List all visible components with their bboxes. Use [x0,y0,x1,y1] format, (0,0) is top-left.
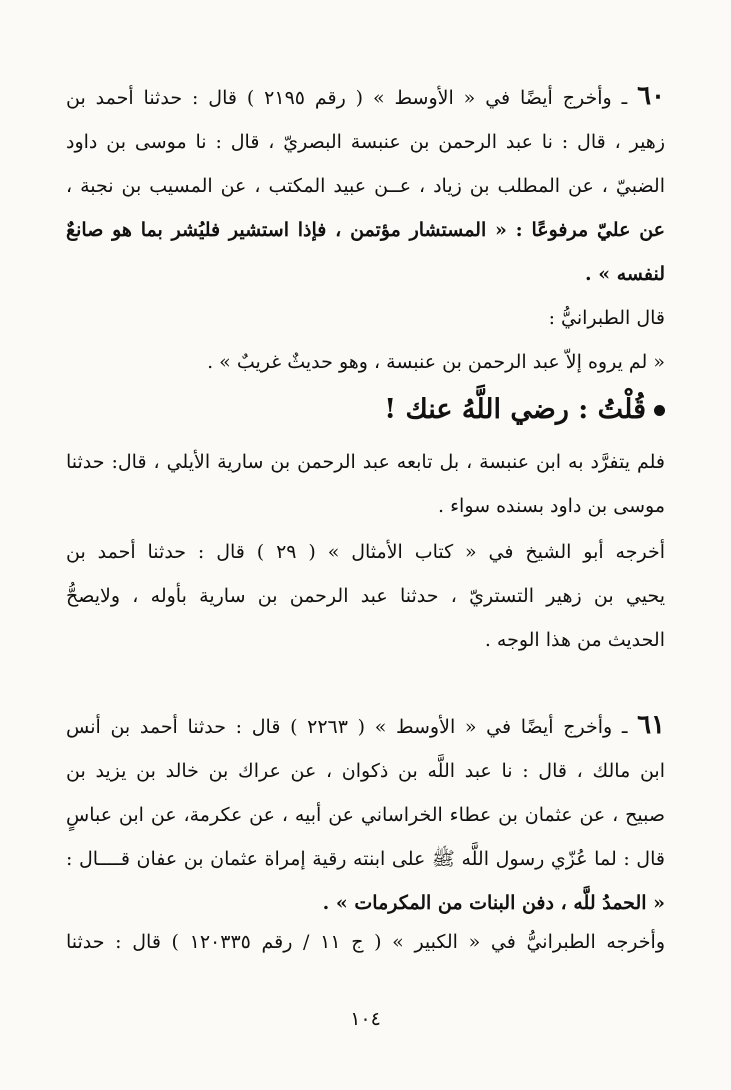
comment-2-line-2: يحيي بن زهير التستريّ ، حدثنا عبد الرحمن بن سارية بأوله ، ولايصحُّ [66,585,665,607]
comment-paragraph-1 [66,440,665,528]
hadith-61-line-1: ٦١ ـ وأخرج أيضًا في « الأوسط » ( ٢٢٦٣ ) قال : حدثنا أحمد بن أنس [66,710,665,740]
hadith-60-line-1: ٦٠ ـ وأخرج أيضًا في « الأوسط » ( رقم ٢١٩٥ ) قال : حدثنا أحمد بن [66,81,665,111]
hadith-61-line-2: ابن مالك ، قال : نا عبد اللَّه بن ذكوان ، عن عراك بن خالد بن يزيد بن [66,760,665,782]
hadith-60-line-5: لنفسه » . [585,263,665,285]
comment-1-line-2: موسى بن داود بسنده سواء . [438,495,665,517]
hadith-61-line-4: قال : لما عُزّي رسول اللَّه ﷺ على ابنته رقية إمراة عثمان بن عفان قــــال : [66,848,665,870]
comment-2-line-3: الحديث من هذا الوجه . [484,629,665,651]
hadith-61-paragraph [66,703,665,925]
hadith-60-line-2: زهير ، قال : نا عبد الرحمن بن عنبسة البصريّ ، قال : نا موسى بن داود [66,131,665,153]
hadith-60-line-4: عن عليّ مرفوعًا : « المستشار مؤتمن ، فإذا استشير فليُشر بما هو صانعٌ [66,219,665,241]
comment-1-line-1: فلم يتفرَّد به ابن عنبسة ، بل تابعه عبد الرحمن بن سارية الأيلي ، قال: حدثنا [66,451,665,473]
hadith-60-paragraph [66,74,665,384]
hadith-number: ٦٠ [637,81,665,111]
hadith-61-tail: وأخرجه الطبرانيُّ في « الكبير » ( ج ١١ / رقم ١٢٠٣٣٥ ) قال : حدثنا [66,931,665,953]
hadith-61-line-5: « الحمدُ للَّه ، دفن البنات من المكرمات » . [322,892,665,914]
tabarani-quote: « لم يروه إلاّ عبد الرحمن بن عنبسة ، وهو حديثٌ غريبٌ » . [207,351,665,373]
bullet-icon [654,405,665,416]
section-heading: قُلْتُ : رضي اللَّهُ عنك ! [384,388,665,432]
hadith-61-line-3: صبيح ، عن عثمان بن عطاء الخراساني عن أبيه ، عن عكرمة، عن ابن عباسٍ [66,804,665,826]
tabarani-label: قال الطبرانيُّ : [548,307,665,329]
hadith-61-tail-paragraph [66,920,665,964]
hadith-number: ٦١ [637,710,665,740]
comment-2-line-1: أخرجه أبو الشيخ في « كتاب الأمثال » ( ٢٩ ) قال : حدثنا أحمد بن [66,541,665,563]
page-number: ١٠٤ [350,1008,381,1030]
hadith-60-line-3: الضبيّ ، عن المطلب بن زياد ، عــن عبيد المكتب ، عن المسيب بن نجبة ، [66,175,665,197]
comment-paragraph-2 [66,530,665,662]
